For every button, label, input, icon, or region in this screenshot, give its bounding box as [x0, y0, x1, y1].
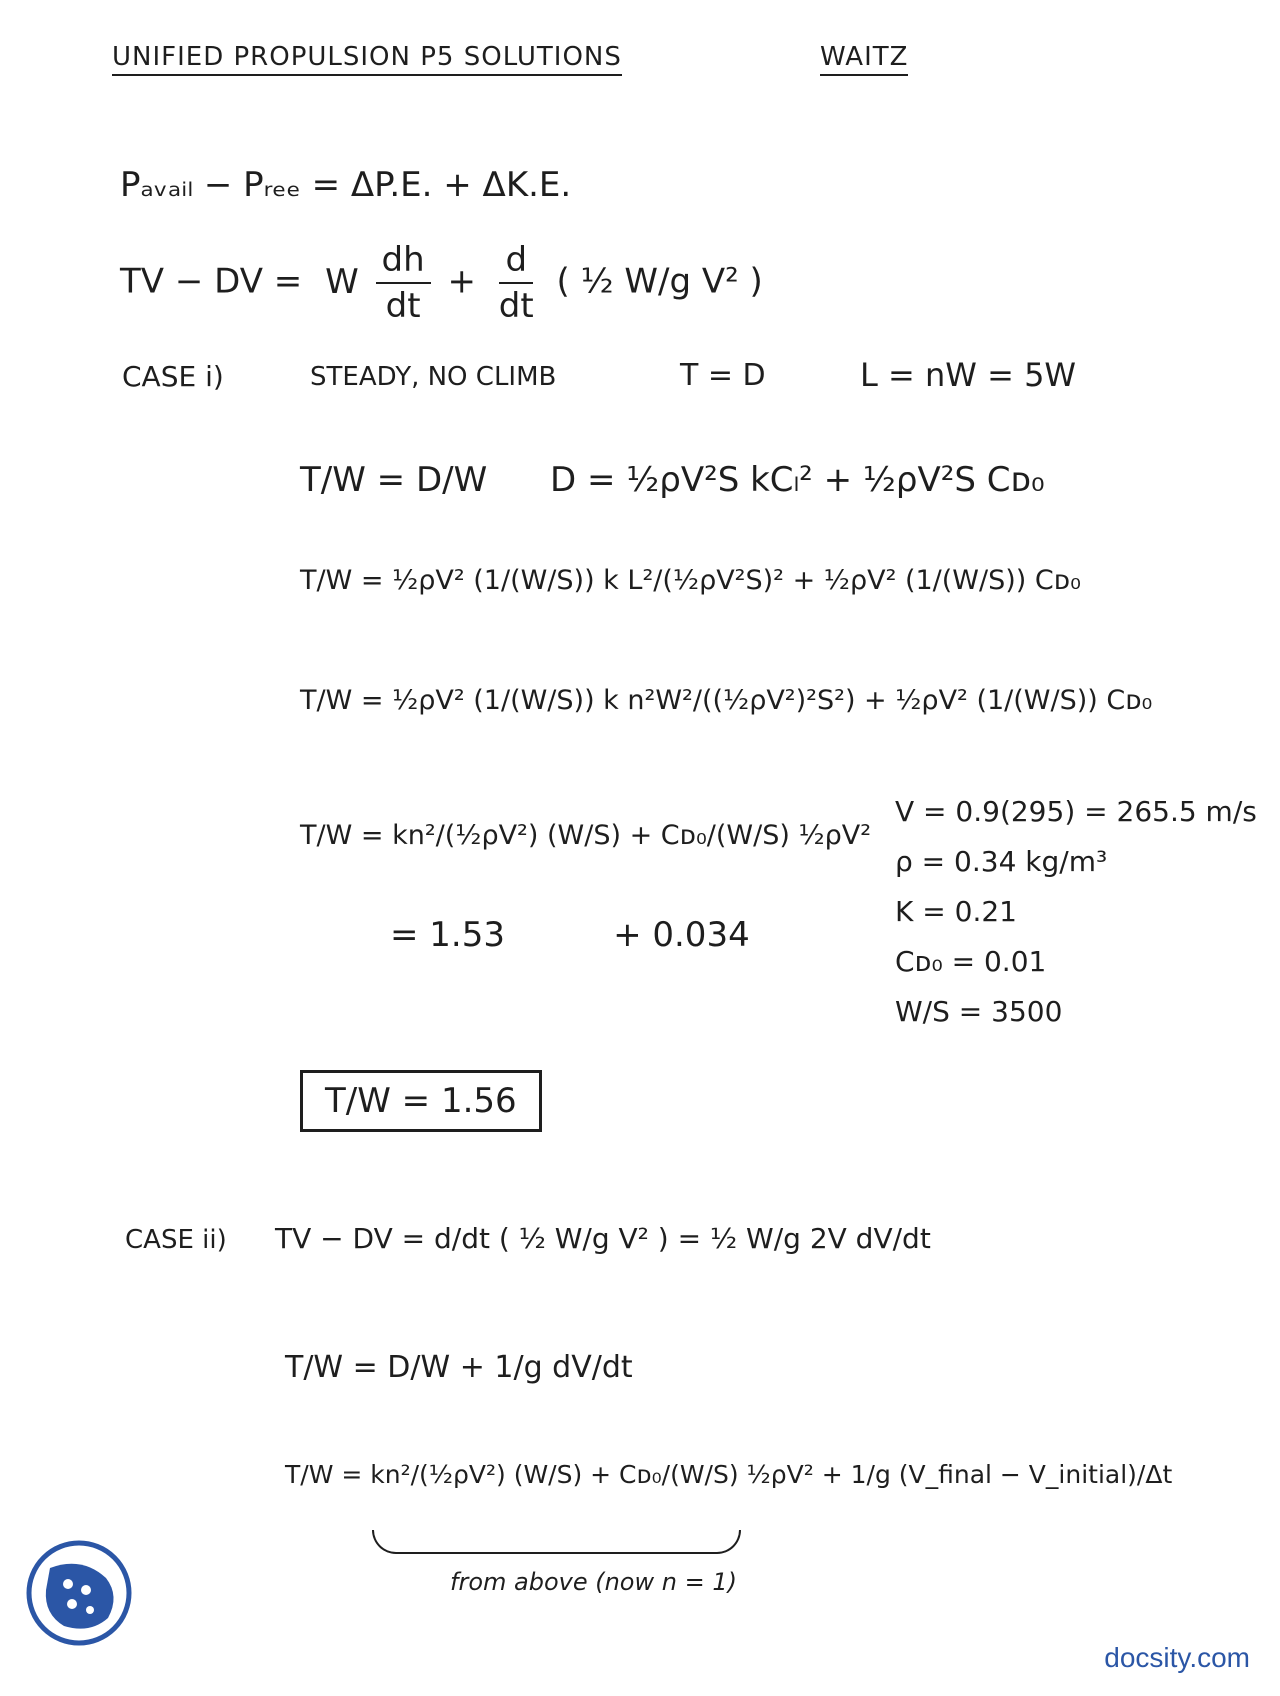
case2-eq3: T/W = kn²/(½ρV²) (W/S) + Cᴅ₀/(W/S) ½ρV² + 1/g (V_final − V_initial)/Δt: [285, 1460, 1173, 1489]
case2-label: CASE ii): [125, 1225, 227, 1255]
case2-note: from above (now n = 1): [450, 1568, 737, 1596]
docsity-brand-link[interactable]: docsity.com: [1104, 1642, 1250, 1673]
given-density: ρ = 0.34 kg/m³: [895, 845, 1108, 878]
case1-condition: STEADY, NO CLIMB: [310, 362, 557, 392]
case1-numeric-values: = 1.53 + 0.034: [390, 915, 750, 955]
drag-equation: D = ½ρV²S kCₗ² + ½ρV²S Cᴅ₀: [550, 460, 1045, 500]
document-title: UNIFIED PROPULSION P5 SOLUTIONS: [112, 42, 622, 76]
lift-equation: L = nW = 5W: [860, 356, 1077, 394]
given-k: K = 0.21: [895, 895, 1017, 928]
docsity-logo-icon: [24, 1538, 134, 1648]
case1-step2: T/W = ½ρV² (1/(W/S)) k n²W²/((½ρV²)²S²) + ½ρV² (1/(W/S)) Cᴅ₀: [300, 685, 1153, 716]
underbrace: [372, 1530, 741, 1554]
weight-symbol: W: [325, 261, 359, 302]
tw-equals-dw: T/W = D/W: [300, 460, 488, 500]
d-denominator: dt: [498, 286, 534, 326]
dh-denominator: dt: [385, 286, 421, 326]
case1-step1: T/W = ½ρV² (1/(W/S)) k L²/(½ρV²S)² + ½ρV² (1/(W/S)) Cᴅ₀: [300, 565, 1081, 596]
dh-numerator: dh: [376, 240, 431, 284]
plus-sign: +: [447, 261, 476, 302]
case1-step3: T/W = kn²/(½ρV²) (W/S) + Cᴅ₀/(W/S) ½ρV²: [300, 820, 872, 851]
given-velocity: V = 0.9(295) = 265.5 m/s: [895, 795, 1257, 828]
energy-rate-equation: [120, 240, 763, 326]
given-wing-loading: W/S = 3500: [895, 995, 1063, 1028]
case1-label: CASE i): [122, 360, 224, 393]
power-balance-equation: Pₐᵥₐᵢₗ − Pᵣₑₑ = ΔP.E. + ΔK.E.: [120, 165, 572, 205]
author-name: WAITZ: [820, 42, 908, 76]
dh-dt-fraction: [376, 240, 431, 326]
d-numerator: d: [499, 240, 533, 284]
case2-eq2: T/W = D/W + 1/g dV/dt: [285, 1350, 633, 1385]
thrust-equals-drag: T = D: [680, 358, 766, 393]
tv-lhs: TV − DV =: [120, 261, 303, 302]
d-dt-fraction: [493, 240, 540, 326]
kinetic-energy-term: ( ½ W/g V² ): [556, 261, 763, 302]
case1-result: T/W = 1.56: [325, 1081, 517, 1121]
case2-eq1: TV − DV = d/dt ( ½ W/g V² ) = ½ W/g 2V dV/dt: [275, 1222, 931, 1255]
case1-result-box: [300, 1070, 542, 1132]
given-cd0: Cᴅ₀ = 0.01: [895, 945, 1047, 978]
